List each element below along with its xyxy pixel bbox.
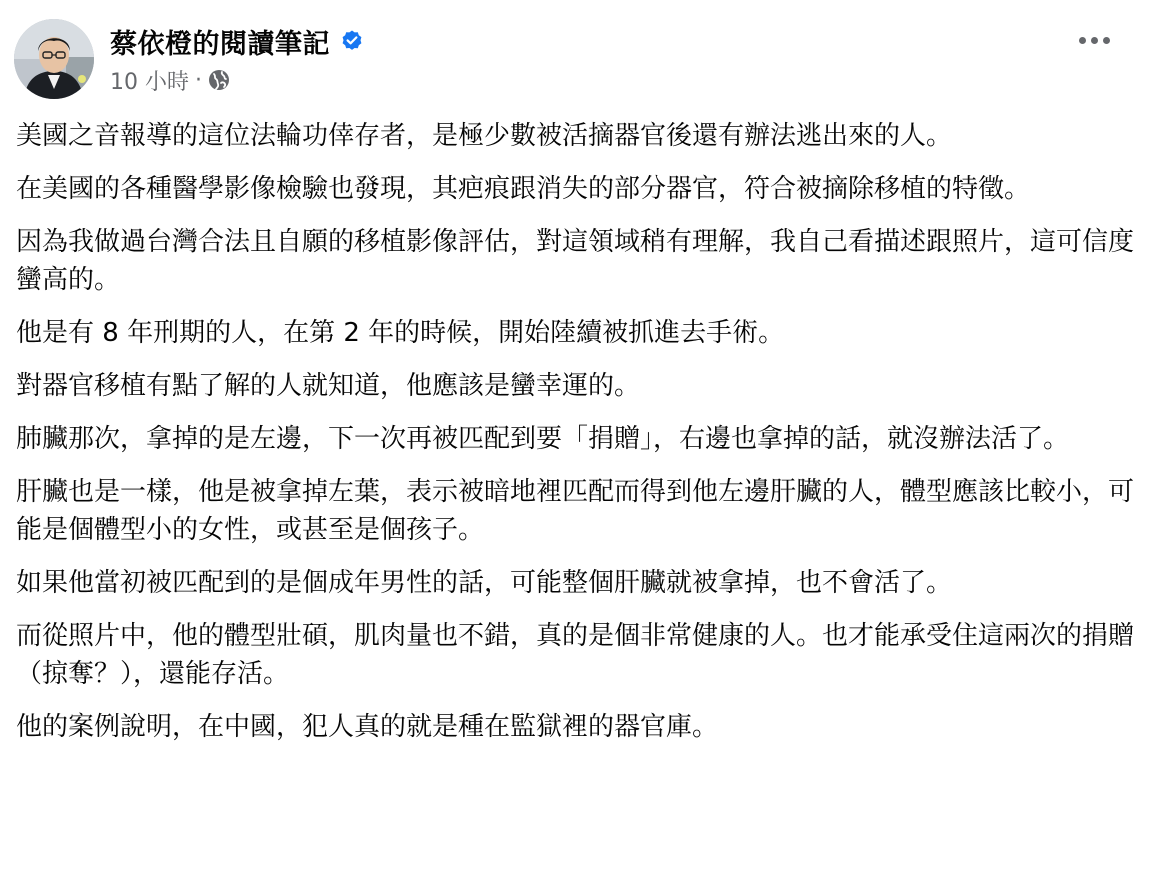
verified-badge-icon: [340, 29, 364, 53]
post-meta: [110, 63, 364, 97]
post-paragraph: 他的案例說明，在中國，犯人真的就是種在監獄裡的器官庫。: [16, 712, 719, 742]
more-options-button[interactable]: [1072, 22, 1116, 58]
post-paragraph: 肝臟也是一樣，他是被拿掉左葉，表示被暗地裡匹配而得到他左邊肝臟的人，體型應該比較小，可能是個體型小的女性，或甚至是個孩子。: [16, 477, 1135, 545]
post-paragraph: 美國之音報導的這位法輪功倖存者，是極少數被活摘器官後還有辦法逃出來的人。: [16, 121, 953, 151]
globe-icon[interactable]: [208, 69, 230, 91]
author-row: [110, 21, 364, 61]
post-paragraph: 在美國的各種醫學影像檢驗也發現，其疤痕跟消失的部分器官，符合被摘除移植的特徵。: [16, 174, 1031, 204]
meta-separator: ·: [195, 67, 202, 93]
ellipsis-icon: [1079, 37, 1086, 44]
post-paragraph: 因為我做過台灣合法且自願的移植影像評估，對這領域稍有理解，我自己看描述跟照片，這可信度蠻高的。: [16, 227, 1135, 295]
post-paragraph: 他是有 8 年刑期的人，在第 2 年的時候，開始陸續被抓進去手術。: [16, 318, 785, 348]
post-paragraph: 而從照片中，他的體型壯碩，肌肉量也不錯，真的是個非常健康的人。也才能承受住這兩次的捐贈（掠奪？），還能存活。: [16, 621, 1135, 689]
post-paragraph: 對器官移植有點了解的人就知道，他應該是蠻幸運的。: [16, 371, 641, 401]
ellipsis-icon-dot-3: [1103, 37, 1110, 44]
author-name[interactable]: 蔡依橙的閱讀筆記: [110, 28, 330, 60]
post-body: [16, 117, 1134, 761]
avatar-photo-icon: [14, 19, 94, 99]
post-paragraph: 肺臟那次，拿掉的是左邊，下一次再被匹配到要「捐贈」，右邊也拿掉的話，就沒辦法活了。: [16, 424, 1070, 454]
post-timestamp[interactable]: 10 小時: [110, 69, 189, 95]
ellipsis-icon-dot-2: [1091, 37, 1098, 44]
post-paragraph: 如果他當初被匹配到的是個成年男性的話，可能整個肝臟就被拿掉，也不會活了。: [16, 568, 953, 598]
author-block: [110, 21, 364, 97]
author-avatar[interactable]: [14, 19, 94, 99]
post-header: [14, 19, 1154, 101]
